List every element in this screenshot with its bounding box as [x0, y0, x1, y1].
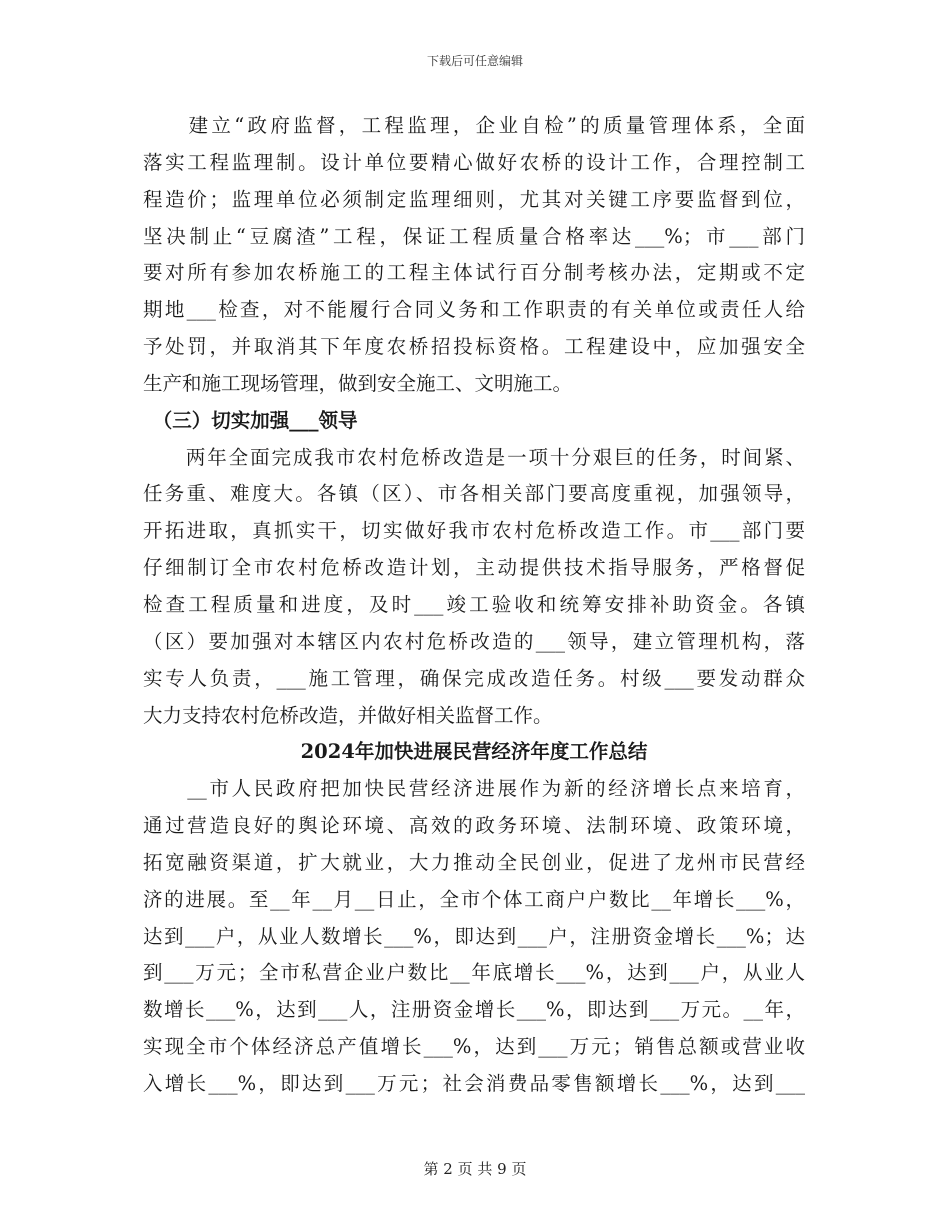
text-line: 坚决制止“豆腐渣”工程，保证工程质量合格率达___%；市___部门	[143, 224, 805, 248]
text-line: 检查工程质量和进度，及时___竣工验收和统筹安排补助资金。各镇	[143, 592, 805, 616]
paragraph-quality-management	[143, 108, 805, 403]
text-line: __市人民政府把加快民营经济进展作为新的经济增长点来培育，	[143, 777, 805, 801]
page-footer: 第 2 页 共 9 页	[423, 1160, 527, 1178]
text-line: 数增长___%，达到___人，注册资金增长___%，即达到___万元。__年，	[143, 998, 805, 1022]
text-line: （区）要加强对本辖区内农村危桥改造的___领导，建立管理机构，落	[143, 629, 805, 653]
text-line: 达到___户，从业人数增长___%，即达到___户，注册资金增长___%；达	[143, 924, 805, 948]
paragraph-leadership	[143, 440, 805, 735]
text-line: 拓宽融资渠道，扩大就业，大力推动全民创业，促进了龙州市民营经	[143, 850, 805, 874]
page-header: 下载后可任意编辑	[426, 54, 523, 68]
text-line: 程造价；监理单位必须制定监理细则，尤其对关键工序要监督到位，	[143, 187, 805, 211]
text-line: 要对所有参加农桥施工的工程主体试行百分制考核办法，定期或不定	[143, 261, 805, 285]
text-line: 仔细制订全市农村危桥改造计划，主动提供技术指导服务，严格督促	[143, 556, 805, 580]
text-line: 建立“政府监督，工程监理，企业自检”的质量管理体系，全面	[143, 114, 805, 137]
text-line: 任务重、难度大。各镇（区）、市各相关部门要高度重视，加强领导，	[143, 482, 805, 506]
text-line: 开拓进取，真抓实干，切实做好我市农村危桥改造工作。市___部门要	[143, 519, 805, 543]
text-line: 济的进展。至__年__月__日止，全市个体工商户户数比__年增长___%，	[143, 887, 805, 911]
section-heading: （三）切实加强___领导	[143, 408, 358, 432]
text-line: 两年全面完成我市农村危桥改造是一项十分艰巨的任务，时间紧、	[143, 445, 805, 469]
document-body	[143, 108, 805, 1103]
text-line: 通过营造良好的舆论环境、高效的政务环境、法制环境、政策环境，	[143, 814, 805, 838]
text-line: 实专人负责，___施工管理，确保完成改造任务。村级___要发动群众	[143, 666, 805, 690]
text-line: 生产和施工现场管理，做到安全施工、文明施工。	[143, 371, 573, 395]
text-line: 大力支持农村危桥改造，并做好相关监督工作。	[143, 703, 553, 727]
document-title: 2024年加快进展民营经济年度工作总结	[300, 740, 648, 764]
text-line: 期地___检查，对不能履行合同义务和工作职责的有关单位或责任人给	[143, 298, 805, 322]
text-line: 到___万元；全市私营企业户数比__年底增长___%，达到___户，从业人	[143, 961, 805, 985]
text-line: 入增长___%，即达到___万元；社会消费品零售额增长___%，达到___	[143, 1071, 805, 1095]
text-line: 落实工程监理制。设计单位要精心做好农桥的设计工作，合理控制工	[143, 150, 805, 174]
paragraph-private-economy	[143, 771, 805, 1103]
text-line: 实现全市个体经济总产值增长___%，达到___万元；销售总额或营业收	[143, 1035, 805, 1059]
text-line: 予处罚，并取消其下年度农桥招投标资格。工程建设中，应加强安全	[143, 335, 805, 359]
